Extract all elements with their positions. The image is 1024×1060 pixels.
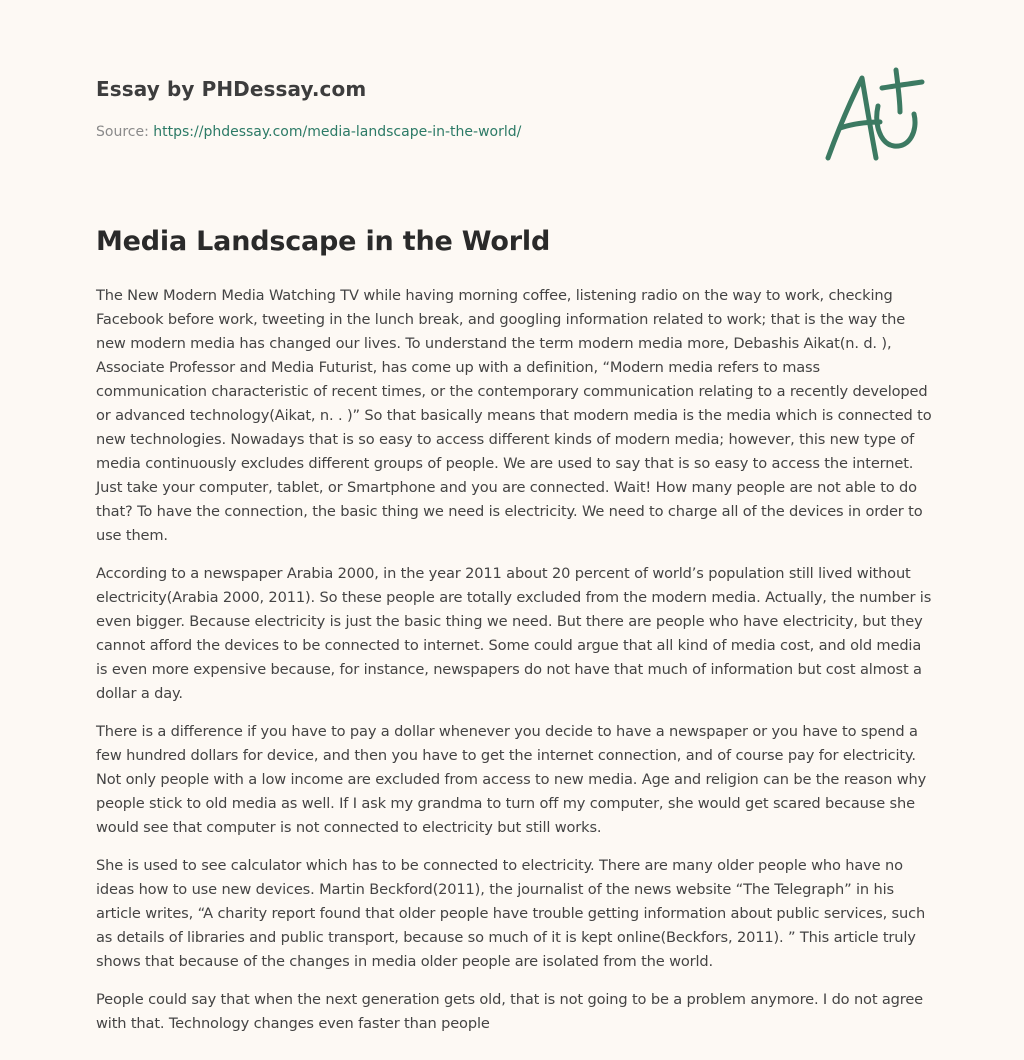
- paragraph: The New Modern Media Watching TV while having morning coffee, listening radio on the way to work, checking Facebook before work, tweeting in the lunch break, and googling information related to work; that is the way the new modern media has changed our lives. To understand the term modern media more, Debashis Aikat(n. d. ), Associate Professor and Media Futurist, has come up with a definition, “Modern media refers to mass communication characteristic of recent times, or the contemporary communication relating to a recently developed or advanced technology(Aikat, n. . )” So that basically means that modern media is the media which is connected to new technologies. Nowadays that is so easy to access different kinds of modern media; however, this new type of media continuously excludes different groups of people. We are used to say that is so easy to access the internet. Just take your computer, tablet, or Smartphone and you are connected. Wait! How many people are not able to do that? To have the connection, the basic thing we need is electricity. We need to charge all of the devices in order to use them.: [96, 287, 932, 544]
- site-brand: Essay by PHDessay.com: [96, 77, 367, 101]
- paragraph: According to a newspaper Arabia 2000, in the year 2011 about 20 percent of world’s population still lived without electricity(Arabia 2000, 2011). So these people are totally excluded from the modern media. Actually, the number is even bigger. Because electricity is just the basic thing we need. But there are people who have electricity, but they cannot afford the devices to be connected to internet. Some could argue that all kind of media cost, and old media is even more expensive because, for instance, newspapers do not have that much of information but cost almost a dollar a day.: [96, 565, 932, 702]
- paragraph: There is a difference if you have to pay a dollar whenever you decide to have a newspaper or you have to spend a few hundred dollars for device, and then you have to get the internet connection, and of course pay for electricity. Not only people with a low income are excluded from access to new media. Age and religion can be the reason why people stick to old media as well. If I ask my grandma to turn off my computer, she would get scared because she would see that computer is not connected to electricity but still works.: [96, 723, 927, 836]
- paragraph: She is used to see calculator which has to be connected to electricity. There are many older people who have no ideas how to use new devices. Martin Beckford(2011), the journalist of the news website “The Telegraph” in his article writes, “A charity report found that older people have trouble getting information about public services, such as details of libraries and public transport, because so much of it is kept online(Beckfors, 2011). ” This article truly shows that because of the changes in media older people are isolated from the world.: [96, 857, 926, 970]
- source-link[interactable]: https://phdessay.com/media-landscape-in-the-world/: [153, 124, 522, 140]
- essay-body: [96, 284, 932, 1050]
- paragraph: People could say that when the next generation gets old, that is not going to be a problem anymore. I do not agree with that. Technology changes even faster than people: [96, 991, 923, 1032]
- source-label: Source:: [96, 124, 154, 140]
- a-plus-grade-icon: [818, 66, 934, 166]
- source-line: [96, 124, 521, 140]
- essay-title: Media Landscape in the World: [96, 226, 551, 257]
